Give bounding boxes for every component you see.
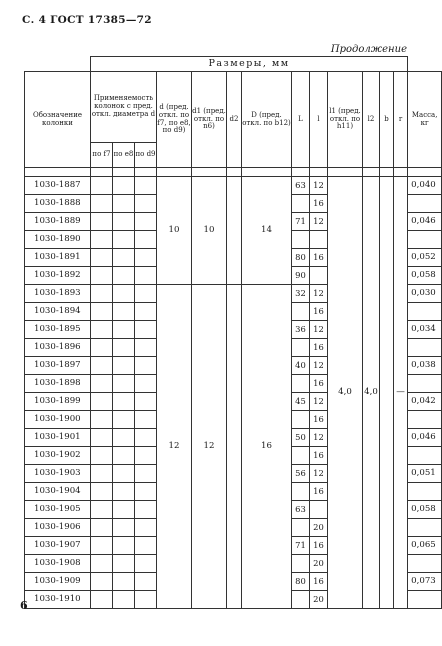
cell-L: [292, 411, 310, 429]
table-body: [25, 177, 442, 609]
cell-mass: [408, 303, 442, 321]
cell-L: [292, 591, 310, 609]
col-l: l: [310, 72, 328, 168]
cell-L: [292, 375, 310, 393]
page-number: 6: [20, 599, 28, 612]
spacer-cell: [157, 168, 192, 177]
spacer-cell: [380, 168, 394, 177]
cell-designation: 1030-1904: [25, 483, 91, 501]
cell-designation: 1030-1888: [25, 195, 91, 213]
cell-e8: [113, 267, 135, 285]
cell-L: [292, 231, 310, 249]
cell-d9: [135, 267, 157, 285]
cell-e8: [113, 303, 135, 321]
cell-e8: [113, 375, 135, 393]
cell-f7: [91, 321, 113, 339]
cell-l: 16: [310, 483, 328, 501]
cell-designation: 1030-1901: [25, 429, 91, 447]
cell-d9: [135, 249, 157, 267]
cell-L: 56: [292, 465, 310, 483]
cell-f7: [91, 231, 113, 249]
spacer-cell: [91, 168, 113, 177]
cell-L: 63: [292, 501, 310, 519]
col-applicability: Применяемость колонок с пред. откл. диаметра d: [91, 72, 157, 143]
cell-e8: [113, 537, 135, 555]
cell-d9: [135, 429, 157, 447]
cell-e8: [113, 231, 135, 249]
cell-designation: 1030-1902: [25, 447, 91, 465]
cell-l: 16: [310, 447, 328, 465]
cell-l: 12: [310, 285, 328, 303]
cell-L: 80: [292, 573, 310, 591]
cell-f7: [91, 195, 113, 213]
cell-d9: [135, 375, 157, 393]
cell-D: 14: [242, 177, 292, 285]
cell-D: 16: [242, 285, 292, 609]
cell-L: [292, 483, 310, 501]
cell-designation: 1030-1894: [25, 303, 91, 321]
cell-e8: [113, 249, 135, 267]
cell-l: 16: [310, 411, 328, 429]
cell-f7: [91, 447, 113, 465]
cell-f7: [91, 483, 113, 501]
cell-L: [292, 303, 310, 321]
cell-d9: [135, 303, 157, 321]
cell-d9: [135, 177, 157, 195]
cell-e8: [113, 411, 135, 429]
cell-mass: 0,046: [408, 429, 442, 447]
cell-f7: [91, 285, 113, 303]
cell-f7: [91, 501, 113, 519]
cell-d9: [135, 213, 157, 231]
col-L: L: [292, 72, 310, 168]
cell-designation: 1030-1899: [25, 393, 91, 411]
spacer-cell: [394, 168, 408, 177]
cell-e8: [113, 177, 135, 195]
cell-e8: [113, 393, 135, 411]
cell-e8: [113, 321, 135, 339]
cell-d1: 12: [192, 285, 227, 609]
cell-designation: 1030-1898: [25, 375, 91, 393]
col-D: D (пред. откл. по b12): [242, 72, 292, 168]
cell-mass: 0,051: [408, 465, 442, 483]
cell-designation: 1030-1892: [25, 267, 91, 285]
cell-d9: [135, 591, 157, 609]
cell-e8: [113, 501, 135, 519]
cell-d9: [135, 483, 157, 501]
cell-designation: 1030-1907: [25, 537, 91, 555]
cell-f7: [91, 465, 113, 483]
col-sub-f7: по f7: [91, 143, 113, 168]
cell-L: 71: [292, 537, 310, 555]
cell-L: 71: [292, 213, 310, 231]
cell-designation: 1030-1887: [25, 177, 91, 195]
cell-l: 12: [310, 321, 328, 339]
spacer-cell: [310, 168, 328, 177]
cell-l: 16: [310, 573, 328, 591]
cell-f7: [91, 267, 113, 285]
col-d: d (пред. откл. по f7, по e8, по d9): [157, 72, 192, 168]
cell-d9: [135, 555, 157, 573]
cell-l: 12: [310, 213, 328, 231]
cell-f7: [91, 519, 113, 537]
cell-L: [292, 339, 310, 357]
cell-mass: [408, 195, 442, 213]
cell-mass: 0,046: [408, 213, 442, 231]
cell-L: [292, 447, 310, 465]
sizes-caption: Размеры, мм: [91, 57, 408, 72]
cell-d9: [135, 231, 157, 249]
cell-e8: [113, 555, 135, 573]
cell-d9: [135, 321, 157, 339]
cell-L: 63: [292, 177, 310, 195]
table-row: [25, 177, 442, 195]
cell-l: [310, 231, 328, 249]
spacer-cell: [363, 168, 380, 177]
cell-l: 16: [310, 303, 328, 321]
spacer-cell: [192, 168, 227, 177]
cell-e8: [113, 573, 135, 591]
spacer-cell: [113, 168, 135, 177]
cell-e8: [113, 429, 135, 447]
col-l1: l1 (пред. откл. по h11): [328, 72, 363, 168]
cell-l: [310, 501, 328, 519]
cell-d9: [135, 357, 157, 375]
cell-L: 45: [292, 393, 310, 411]
cell-d9: [135, 285, 157, 303]
cell-designation: 1030-1891: [25, 249, 91, 267]
cell-f7: [91, 555, 113, 573]
continuation-label: Продолжение: [330, 44, 407, 55]
cell-mass: [408, 411, 442, 429]
cell-mass: 0,065: [408, 537, 442, 555]
cell-d9: [135, 339, 157, 357]
col-r: r: [394, 72, 408, 168]
cell-mass: 0,040: [408, 177, 442, 195]
cell-mass: [408, 591, 442, 609]
cell-f7: [91, 375, 113, 393]
cell-designation: 1030-1905: [25, 501, 91, 519]
cell-mass: [408, 375, 442, 393]
cell-L: 32: [292, 285, 310, 303]
col-mass: Масса, кг: [408, 72, 442, 168]
cell-e8: [113, 213, 135, 231]
header-spacer-right: [408, 57, 442, 72]
cell-mass: 0,058: [408, 267, 442, 285]
cell-mass: 0,030: [408, 285, 442, 303]
cell-d9: [135, 447, 157, 465]
cell-l: 16: [310, 537, 328, 555]
cell-mass: [408, 231, 442, 249]
cell-l: 16: [310, 195, 328, 213]
cell-designation: 1030-1896: [25, 339, 91, 357]
col-l2: l2: [363, 72, 380, 168]
cell-f7: [91, 357, 113, 375]
cell-l: 20: [310, 555, 328, 573]
cell-l: 20: [310, 519, 328, 537]
cell-L: 80: [292, 249, 310, 267]
spacer-cell: [328, 168, 363, 177]
cell-designation: 1030-1906: [25, 519, 91, 537]
cell-mass: 0,073: [408, 573, 442, 591]
cell-d9: [135, 411, 157, 429]
cell-d2: [227, 177, 242, 285]
cell-d1: 10: [192, 177, 227, 285]
cell-l: 12: [310, 177, 328, 195]
cell-f7: [91, 591, 113, 609]
col-sub-d9: по d9: [135, 143, 157, 168]
cell-d9: [135, 501, 157, 519]
cell-e8: [113, 339, 135, 357]
col-sub-e8: по e8: [113, 143, 135, 168]
col-d2: d2: [227, 72, 242, 168]
header-spacer-left: [25, 57, 91, 72]
cell-designation: 1030-1900: [25, 411, 91, 429]
cell-l: 20: [310, 591, 328, 609]
cell-f7: [91, 213, 113, 231]
cell-l: 12: [310, 357, 328, 375]
cell-mass: [408, 339, 442, 357]
cell-mass: 0,038: [408, 357, 442, 375]
cell-e8: [113, 483, 135, 501]
cell-L: [292, 555, 310, 573]
cell-f7: [91, 429, 113, 447]
cell-designation: 1030-1895: [25, 321, 91, 339]
cell-L: [292, 519, 310, 537]
cell-f7: [91, 393, 113, 411]
cell-f7: [91, 537, 113, 555]
cell-l: 12: [310, 429, 328, 447]
cell-designation: 1030-1893: [25, 285, 91, 303]
dimensions-table: [24, 56, 442, 609]
cell-d: 10: [157, 177, 192, 285]
spacer-cell: [242, 168, 292, 177]
cell-L: 40: [292, 357, 310, 375]
page-header: С. 4 ГОСТ 17385—72: [22, 14, 152, 26]
cell-designation: 1030-1910: [25, 591, 91, 609]
spacer-cell: [408, 168, 442, 177]
cell-f7: [91, 411, 113, 429]
col-d1: d1 (пред. откл. по n6): [192, 72, 227, 168]
cell-d9: [135, 195, 157, 213]
cell-mass: [408, 555, 442, 573]
cell-designation: 1030-1909: [25, 573, 91, 591]
cell-e8: [113, 447, 135, 465]
cell-mass: [408, 447, 442, 465]
cell-f7: [91, 177, 113, 195]
spacer-cell: [227, 168, 242, 177]
cell-L: 50: [292, 429, 310, 447]
cell-l: 16: [310, 375, 328, 393]
cell-mass: [408, 483, 442, 501]
cell-designation: 1030-1889: [25, 213, 91, 231]
cell-designation: 1030-1903: [25, 465, 91, 483]
cell-f7: [91, 339, 113, 357]
cell-d2: [227, 285, 242, 609]
cell-designation: 1030-1897: [25, 357, 91, 375]
cell-mass: 0,058: [408, 501, 442, 519]
cell-d9: [135, 537, 157, 555]
cell-d: 12: [157, 285, 192, 609]
cell-e8: [113, 591, 135, 609]
cell-d9: [135, 393, 157, 411]
cell-f7: [91, 573, 113, 591]
cell-b: [380, 177, 394, 609]
cell-L: 36: [292, 321, 310, 339]
cell-e8: [113, 285, 135, 303]
cell-mass: 0,034: [408, 321, 442, 339]
cell-d9: [135, 519, 157, 537]
cell-d9: [135, 465, 157, 483]
cell-mass: 0,042: [408, 393, 442, 411]
spacer-cell: [25, 168, 91, 177]
cell-r: —: [394, 177, 408, 609]
cell-l: 12: [310, 393, 328, 411]
cell-L: 90: [292, 267, 310, 285]
cell-e8: [113, 519, 135, 537]
cell-l: 16: [310, 339, 328, 357]
cell-d9: [135, 573, 157, 591]
cell-e8: [113, 465, 135, 483]
spacer-cell: [135, 168, 157, 177]
cell-L: [292, 195, 310, 213]
spacer-cell: [292, 168, 310, 177]
cell-designation: 1030-1890: [25, 231, 91, 249]
cell-l: [310, 267, 328, 285]
cell-e8: [113, 357, 135, 375]
col-b: b: [380, 72, 394, 168]
cell-f7: [91, 249, 113, 267]
cell-designation: 1030-1908: [25, 555, 91, 573]
cell-e8: [113, 195, 135, 213]
cell-mass: [408, 519, 442, 537]
cell-l2: 4,0: [363, 177, 380, 609]
cell-l: 16: [310, 249, 328, 267]
cell-f7: [91, 303, 113, 321]
cell-l1: 4,0: [328, 177, 363, 609]
col-designation: Обозначение колонки: [25, 72, 91, 168]
cell-mass: 0,052: [408, 249, 442, 267]
cell-l: 12: [310, 465, 328, 483]
